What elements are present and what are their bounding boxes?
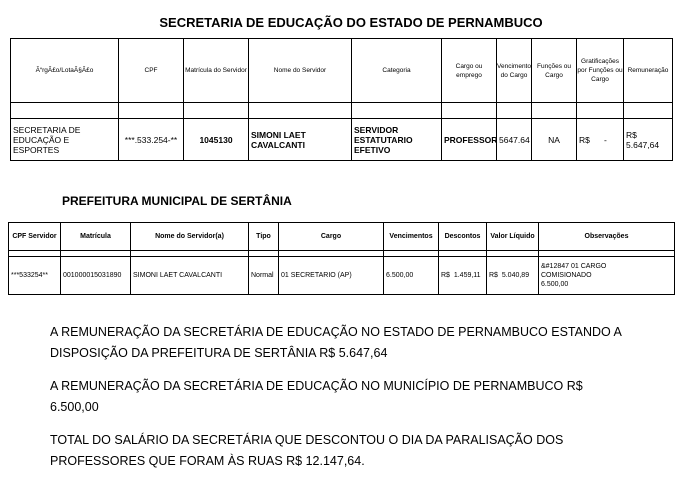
municipal-title: PREFEITURA MUNICIPAL DE SERTÂNIA xyxy=(62,194,292,208)
header-matricula: Matrícula do Servidor xyxy=(184,39,249,103)
header-valor-liquido: Valor Líquido xyxy=(487,223,539,251)
table-spacer-row xyxy=(11,103,673,119)
header-observacoes: Observações xyxy=(539,223,675,251)
header-tipo: Tipo xyxy=(249,223,279,251)
cell-descontos: R$ 1.459,11 xyxy=(439,257,487,295)
cell-matricula: 1045130 xyxy=(184,119,249,161)
header-cargo: Cargo xyxy=(279,223,384,251)
header-cpf-servidor: CPF Servidor xyxy=(9,223,61,251)
header-nome-servidor: Nome do Servidor(a) xyxy=(131,223,249,251)
cell-funcoes: NA xyxy=(532,119,577,161)
cell-remuneracao: R$ 5.647,64 xyxy=(624,119,673,161)
cell-cargo: PROFESSOR xyxy=(442,119,497,161)
cell-nome: SIMONI LAET CAVALCANTI xyxy=(131,257,249,295)
cell-matricula: 001000015031890 xyxy=(61,257,131,295)
cell-cargo: 01 SECRETARIO (AP) xyxy=(279,257,384,295)
cell-cpf: ***533254** xyxy=(9,257,61,295)
table-header-row xyxy=(11,39,673,103)
cell-tipo: Normal xyxy=(249,257,279,295)
paragraph-line: PROFESSORES QUE FORAM ÀS RUAS R$ 12.147,64. xyxy=(50,454,365,468)
header-funcoes: Funções ou Cargo xyxy=(532,39,577,103)
header-matricula: Matrícula xyxy=(61,223,131,251)
paragraph-total-salary xyxy=(50,430,670,472)
paragraph-municipal-remuneration xyxy=(50,376,670,418)
state-secretariat-title: SECRETARIA DE EDUCAÇÃO DO ESTADO DE PERNAMBUCO xyxy=(159,15,543,30)
table-row xyxy=(11,119,673,161)
cell-cpf: ***.533.254-** xyxy=(119,119,184,161)
cell-vencimentos: 6.500,00 xyxy=(384,257,439,295)
cell-vencimento: 5647.64 xyxy=(497,119,532,161)
header-descontos: Descontos xyxy=(439,223,487,251)
header-categoria: Categoria xyxy=(352,39,442,103)
header-cargo: Cargo ou emprego xyxy=(442,39,497,103)
cell-categoria: SERVIDOR ESTATUTARIO EFETIVO xyxy=(352,119,442,161)
obs-line: &#12847 01 CARGO xyxy=(541,263,607,270)
header-gratificacoes: Gratificações por Funções ou Cargo xyxy=(577,39,624,103)
paragraph-line: DISPOSIÇÃO DA PREFEITURA DE SERTÂNIA R$ 5.647,64 xyxy=(50,346,388,360)
obs-line: COMISIONADO xyxy=(541,272,592,279)
state-salary-table xyxy=(10,38,673,161)
table-header-row xyxy=(9,223,675,251)
obs-line: 6.500,00 xyxy=(541,281,569,288)
cell-orgao: SECRETARIA DE EDUCAÇÃO E ESPORTES xyxy=(11,119,119,161)
paragraph-line: A REMUNERAÇÃO DA SECRETÁRIA DE EDUCAÇÃO NO ESTADO DE PERNAMBUCO ESTANDO A xyxy=(50,325,622,339)
cell-nome: SIMONI LAET CAVALCANTI xyxy=(249,119,352,161)
header-vencimentos: Vencimentos xyxy=(384,223,439,251)
header-nome: Nome do Servidor xyxy=(249,39,352,103)
paragraph-line: TOTAL DO SALÁRIO DA SECRETÁRIA QUE DESCONTOU O DIA DA PARALISAÇÃO DOS xyxy=(50,433,564,447)
header-remuneracao: Remuneração xyxy=(624,39,673,103)
cell-valor-liquido: R$ 5.040,89 xyxy=(487,257,539,295)
paragraph-line: A REMUNERAÇÃO DA SECRETÁRIA DE EDUCAÇÃO NO MUNICÍPIO DE PERNAMBUCO R$ xyxy=(50,379,583,393)
municipal-salary-table xyxy=(8,222,675,295)
header-cpf: CPF xyxy=(119,39,184,103)
cell-observacoes xyxy=(539,257,675,295)
header-orgao: Ã“rgÃ£o/LotaÃ§Ã£o xyxy=(11,39,119,103)
table-row xyxy=(9,257,675,295)
paragraph-state-remuneration xyxy=(50,322,670,364)
paragraph-line: 6.500,00 xyxy=(50,400,99,414)
header-vencimento: Vencimento do Cargo xyxy=(497,39,532,103)
cell-gratificacoes: R$ - xyxy=(577,119,624,161)
